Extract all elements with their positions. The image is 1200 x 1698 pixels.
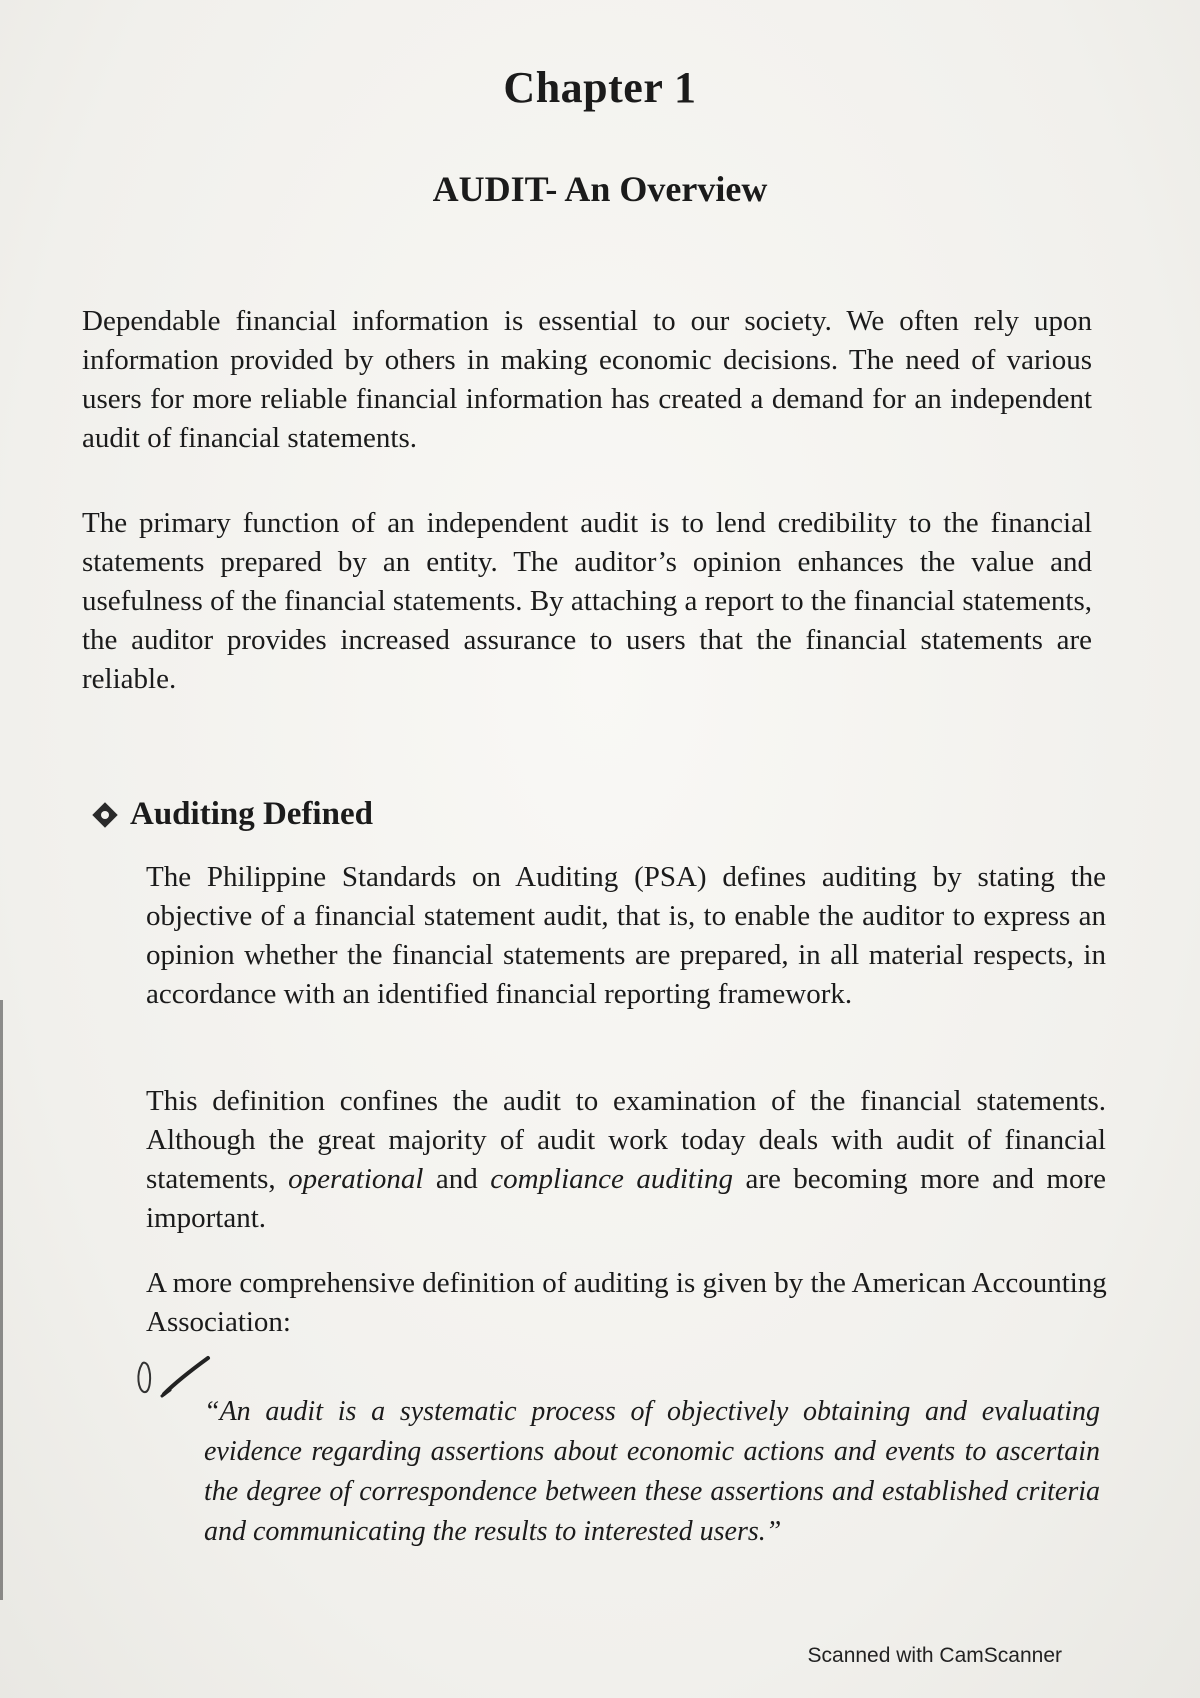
paragraph-text: are becoming more and more important. [146, 1163, 1107, 1234]
chapter-heading: Chapter 1 [503, 63, 697, 112]
scanner-watermark: Scanned with CamScanner [807, 1644, 1062, 1667]
page-edge-shadow [0, 1000, 10, 1600]
diamond-bullet-icon [92, 802, 118, 828]
paragraph-text: and [423, 1163, 491, 1195]
emphasis-operational: operational [288, 1163, 424, 1195]
definition-paragraph-2 [146, 1082, 1106, 1238]
intro-paragraph-2: The primary function of an independent audit is to lend credibility to the financial statements prepared by an entity. The auditor’s opinion enhances the value and usefulness of the financial statements. By attaching a report to the financial statements, the auditor provides increased assurance to users that the financial statements are reliable. [82, 507, 1092, 695]
chapter-title: AUDIT- An Overview [432, 169, 768, 209]
paragraph-text: This definition confines the audit to examination of the financial statements. Although the great majority of audit work today deals with audit of financial statements, [146, 1085, 1106, 1195]
handwritten-check-mark-icon [134, 1350, 214, 1410]
aaa-definition-quote: “An audit is a systematic process of objectively obtaining and evaluating evidence regarding assertions about economic actions and events to ascertain the degree of correspondence between these assertions and established criteria and communicating the results to interested users.” [204, 1396, 1100, 1547]
emphasis-compliance-auditing: compliance auditing [490, 1163, 734, 1195]
section-heading [92, 796, 373, 833]
definition-paragraph-3: A more comprehensive definition of auditing is given by the American Accounting Association: [146, 1267, 1107, 1338]
section-heading-label: Auditing Defined [130, 796, 373, 832]
definition-paragraph-1: The Philippine Standards on Auditing (PSA) defines auditing by stating the objective of a financial statement audit, that is, to enable the auditor to express an opinion whether the financial statements are prepared, in all material respects, in accordance with an identified financial reporting framework. [146, 861, 1106, 1010]
intro-paragraph-1: Dependable financial information is essential to our society. We often rely upon information provided by others in making economic decisions. The need of various users for more reliable financial information has created a demand for an independent audit of financial statements. [82, 305, 1092, 454]
